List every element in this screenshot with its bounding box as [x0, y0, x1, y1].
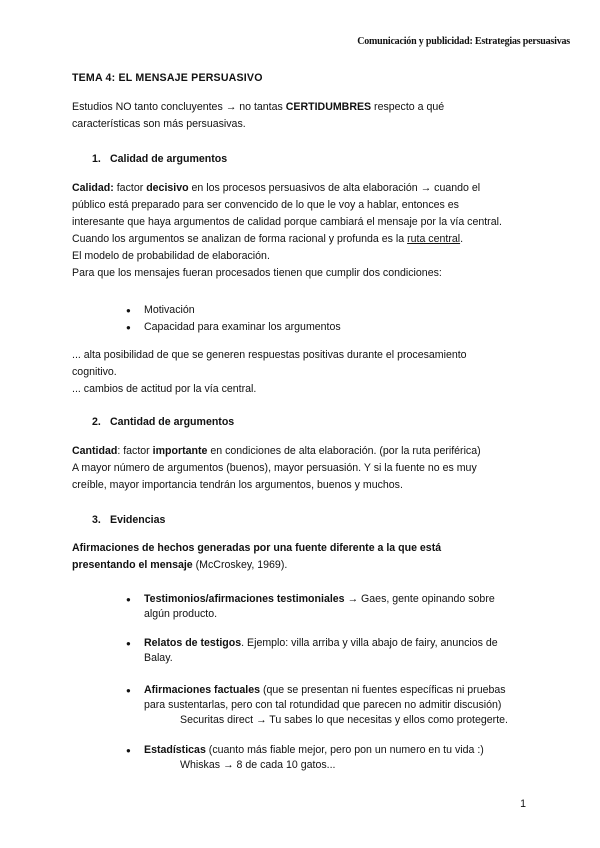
text: : factor	[117, 445, 153, 457]
text-line: público está preparado para ser convencido de lo que le voy a hablar, entonces es	[72, 199, 459, 211]
underlined-term: ruta central	[407, 233, 461, 245]
item-example: Securitas direct → Tu sabes lo que necesitas y ellos como protegerte.	[180, 714, 508, 726]
item-text: (que se presentan ni fuentes específicas ni pruebas	[260, 684, 506, 696]
evidence-list	[126, 683, 546, 728]
section-title: Cantidad de argumentos	[110, 416, 235, 428]
item-text: (cuanto más fiable mejor, pero pon un numero en tu vida :)	[205, 744, 484, 756]
list-item	[126, 636, 526, 666]
text-line: creíble, mayor importancia tendrán los argumentos, buenos y muchos.	[72, 479, 403, 491]
section-heading-2	[92, 414, 234, 431]
intro-text-end: respecto a qué	[371, 101, 445, 113]
text: en condiciones de alta elaboración. (por la ruta periférica)	[207, 445, 481, 457]
section-number: 1.	[92, 153, 101, 165]
text-line: Para que los mensajes fueran procesados tienen que cumplir dos condiciones:	[72, 267, 442, 279]
calidad-paragraph	[72, 180, 542, 282]
bold-text: presentando el mensaje	[72, 559, 193, 571]
item-text: → Gaes, gente opinando sobre	[344, 593, 495, 605]
section-number: 2.	[92, 416, 101, 428]
page-number: 1	[520, 798, 526, 810]
section-heading-1	[92, 151, 227, 168]
text: .	[460, 233, 464, 245]
bold-text: Afirmaciones de hechos generadas por una fuente diferente a la que está	[72, 542, 442, 554]
term-cantidad: Cantidad	[72, 445, 118, 457]
item-text: para sustentarlas, pero con tal rotundidad que parecen no admitir discusión)	[144, 699, 502, 711]
item-text: algún producto.	[144, 608, 218, 620]
text: en los procesos persuasivos de alta elaboración → cuando el	[188, 182, 481, 194]
term-importante: importante	[152, 445, 208, 457]
text: factor	[113, 182, 147, 194]
page-title: TEMA 4: EL MENSAJE PERSUASIVO	[72, 72, 263, 84]
list-item: ● Motivación	[126, 302, 341, 319]
intro-text: Estudios NO tanto concluyentes → no tantas	[72, 101, 286, 113]
term-decisivo: decisivo	[146, 182, 189, 194]
citation: (McCroskey, 1969).	[192, 559, 288, 571]
text-line: interesante que haya argumentos de calidad porque cambiará el mensaje por la vía central.	[72, 216, 502, 228]
evidencias-definition	[72, 540, 542, 574]
item-text: Balay.	[144, 652, 173, 664]
evidence-list	[126, 592, 526, 622]
item-term: Testimonios/afirmaciones testimoniales	[144, 593, 345, 605]
section-number: 3.	[92, 514, 101, 526]
evidence-list	[126, 636, 526, 666]
cantidad-paragraph	[72, 443, 542, 494]
section-heading-3	[92, 512, 165, 529]
text-line: ... alta posibilidad de que se generen respuestas positivas durante el procesamiento	[72, 349, 467, 361]
conditions-list	[126, 302, 341, 336]
item-term: Estadísticas	[144, 744, 206, 756]
list-item: ● Capacidad para examinar los argumentos	[126, 319, 341, 336]
evidence-list	[126, 743, 546, 773]
list-item	[126, 743, 546, 773]
text-line: A mayor número de argumentos (buenos), mayor persuasión. Y si la fuente no es muy	[72, 462, 477, 474]
intro-paragraph	[72, 99, 532, 133]
item-term: Relatos de testigos	[144, 637, 242, 649]
text-line: ... cambios de actitud por la vía central.	[72, 383, 257, 395]
list-item	[126, 592, 526, 622]
item-example: Whiskas → 8 de cada 10 gatos...	[180, 759, 336, 771]
list-item	[126, 683, 546, 728]
item-term: Afirmaciones factuales	[144, 684, 260, 696]
results-paragraph	[72, 347, 542, 398]
item-text: . Ejemplo: villa arriba y villa abajo de fairy, anuncios de	[241, 637, 498, 649]
text-line: Cuando los argumentos se analizan de forma racional y profunda es la	[72, 233, 408, 245]
intro-bold: CERTIDUMBRES	[285, 101, 372, 113]
running-header: Comunicación y publicidad: Estrategias persuasivas	[357, 36, 570, 47]
section-title: Calidad de argumentos	[110, 153, 228, 165]
section-title: Evidencias	[110, 514, 166, 526]
term-calidad: Calidad:	[72, 182, 114, 194]
intro-line2: características son más persuasivas.	[72, 118, 246, 130]
text-line: cognitivo.	[72, 366, 117, 378]
text-line: El modelo de probabilidad de elaboración.	[72, 250, 270, 262]
